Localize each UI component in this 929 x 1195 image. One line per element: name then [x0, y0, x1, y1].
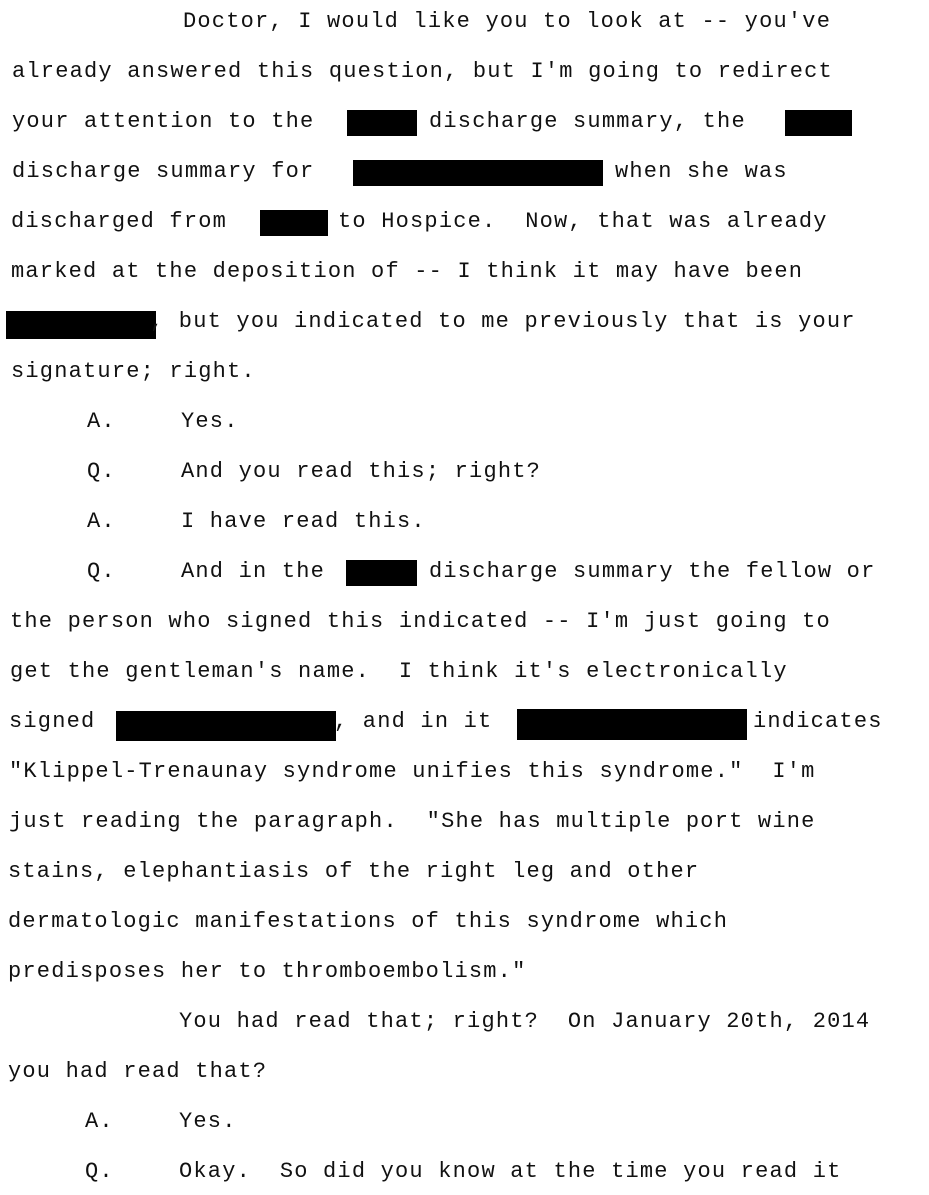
question-label: Q.: [87, 459, 116, 484]
transcript-line: discharge summary the fellow or: [429, 559, 876, 584]
answer-text: Yes.: [181, 409, 239, 434]
redaction-box: [6, 311, 156, 339]
redaction-box: [353, 160, 603, 186]
transcript-line: get the gentleman's name. I think it's electronically: [10, 659, 788, 684]
redaction-box: [116, 711, 336, 741]
redaction-box: [346, 560, 417, 586]
transcript-line: to Hospice. Now, that was already: [338, 209, 828, 234]
redaction-box: [347, 110, 417, 136]
transcript-line: discharge summary, the: [429, 109, 746, 134]
transcript-line: Doctor, I would like you to look at -- you've: [183, 9, 832, 34]
redaction-box: [517, 709, 747, 740]
transcript-line: already answered this question, but I'm going to redirect: [12, 59, 833, 84]
redaction-box: [260, 210, 328, 236]
transcript-line: your attention to the: [12, 109, 315, 134]
answer-text: Yes.: [179, 1109, 237, 1134]
transcript-line: , but you indicated to me previously that is your: [150, 309, 856, 334]
answer-text: I have read this.: [181, 509, 426, 534]
transcript-line: discharged from: [11, 209, 228, 234]
transcript-line: you had read that?: [8, 1059, 268, 1084]
transcript-line: the person who signed this indicated -- I'm just going to: [10, 609, 831, 634]
question-text: And in the: [181, 559, 326, 584]
question-label: Q.: [87, 559, 116, 584]
transcript-line: when she was: [615, 159, 788, 184]
transcript-line: discharge summary for: [12, 159, 315, 184]
transcript-line: predisposes her to thromboembolism.": [8, 959, 527, 984]
transcript-line: marked at the deposition of -- I think it may have been: [11, 259, 804, 284]
transcript-line: , and in it: [334, 709, 493, 734]
transcript-line: stains, elephantiasis of the right leg and other: [8, 859, 700, 884]
answer-label: A.: [87, 409, 116, 434]
transcript-line: just reading the paragraph. "She has multiple port wine: [9, 809, 816, 834]
question-text: And you read this; right?: [181, 459, 542, 484]
transcript-line: signed: [9, 709, 96, 734]
question-label: Q.: [85, 1159, 114, 1184]
question-text: Okay. So did you know at the time you read it: [179, 1159, 842, 1184]
answer-label: A.: [85, 1109, 114, 1134]
transcript-line: signature; right.: [11, 359, 256, 384]
transcript-line: "Klippel-Trenaunay syndrome unifies this syndrome." I'm: [9, 759, 816, 784]
redaction-box: [785, 110, 852, 136]
answer-label: A.: [87, 509, 116, 534]
transcript-line: indicates: [753, 709, 883, 734]
transcript-line: dermatologic manifestations of this syndrome which: [8, 909, 729, 934]
transcript-line: You had read that; right? On January 20th, 2014: [179, 1009, 871, 1034]
